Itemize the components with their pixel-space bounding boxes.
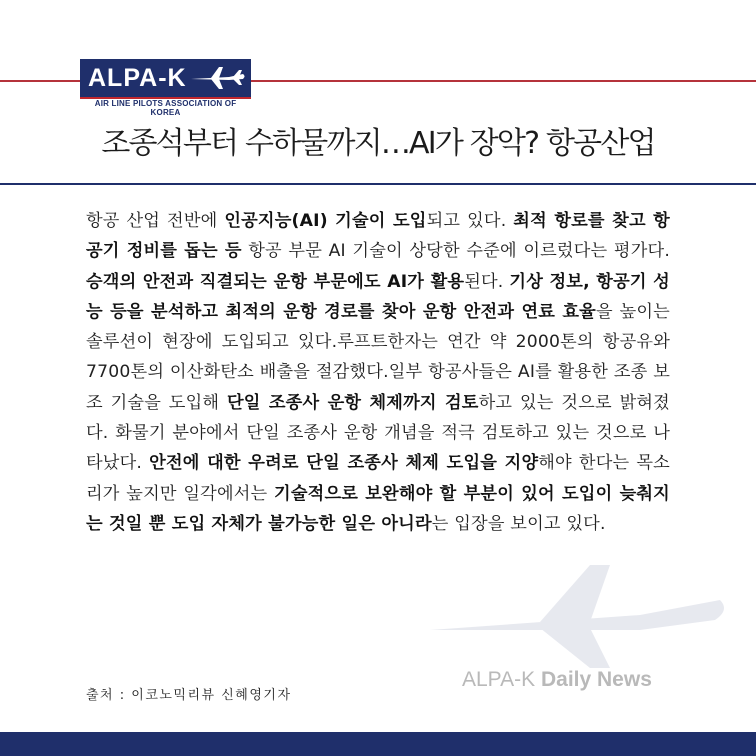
article-segment: 된다.: [464, 271, 510, 292]
article-segment: 하고 있는 것으로 밝혀졌다. 화물기 분야에서 단일 조종사 운항 개념을 적극 검토하고 있는 것으로 나타났다.: [86, 392, 670, 474]
watermark-airplane-icon: [430, 560, 730, 670]
article-segment: 해야 한다는 목소리가 높지만 일각에서는: [86, 453, 670, 504]
watermark: [462, 668, 652, 692]
article-highlight: 안전에 대한 우려로 단일 조종사 체제 도입을 지양: [149, 453, 539, 474]
article-segment: 항공 부문 AI 기술이 상당한 수준에 이르렀다는 평가다.: [241, 241, 670, 262]
article-highlight: 기술적으로 보완해야 할 부분이 있어 도입이 늦춰지는 것일 뿐 도입 자체가 불가능한 일은 아니라: [86, 483, 670, 534]
article-highlight: 기상 정보, 항공기 성능 등을 분석하고 최적의 운항 경로를 찾아 운항 안전과 연료 효율: [86, 271, 670, 322]
airplane-icon: [189, 65, 247, 91]
article-segment: 을 높이는 솔루션이 현장에 도입되고 있다.루프트한자는 연간 약 2000톤의 항공유와 7700톤의 이산화탄소 배출을 절감했다.일부 항공사들은 AI를 활용한 조종 보조 기술을 도입해: [86, 301, 670, 413]
article-segment: 항공 산업 전반에: [86, 211, 225, 231]
headline-divider: [0, 183, 756, 185]
logo-box: [80, 59, 251, 99]
article-highlight: 승객의 안전과 직결되는 운항 부문에도 AI가 활용: [86, 271, 465, 292]
article-segment: 는 입장을 보이고 있다.: [431, 513, 606, 534]
source-credit: 출처 : 이코노믹리뷰 신혜영기자: [86, 688, 292, 703]
article-highlight: 인공지능(AI) 기술이 도입: [224, 211, 427, 231]
bottom-band: [0, 732, 756, 756]
alpa-k-logo: [80, 59, 251, 117]
article-segment: 되고 있다.: [426, 211, 514, 231]
headline: 조종석부터 수하물까지…AI가 장악? 항공산업: [101, 126, 655, 161]
article-highlight: 단일 조종사 운항 체제까지 검토: [226, 392, 479, 413]
watermark-brand: Daily News: [540, 668, 652, 691]
logo-subtitle: AIR LINE PILOTS ASSOCIATION OF KOREA: [94, 99, 237, 117]
article-body: [86, 206, 670, 539]
article-highlight: 최적 항로를 찾고 항공기 정비를 돕는 등: [86, 211, 670, 262]
watermark-prefix: ALPA-K: [462, 668, 541, 691]
logo-name: ALPA-K: [88, 64, 187, 92]
